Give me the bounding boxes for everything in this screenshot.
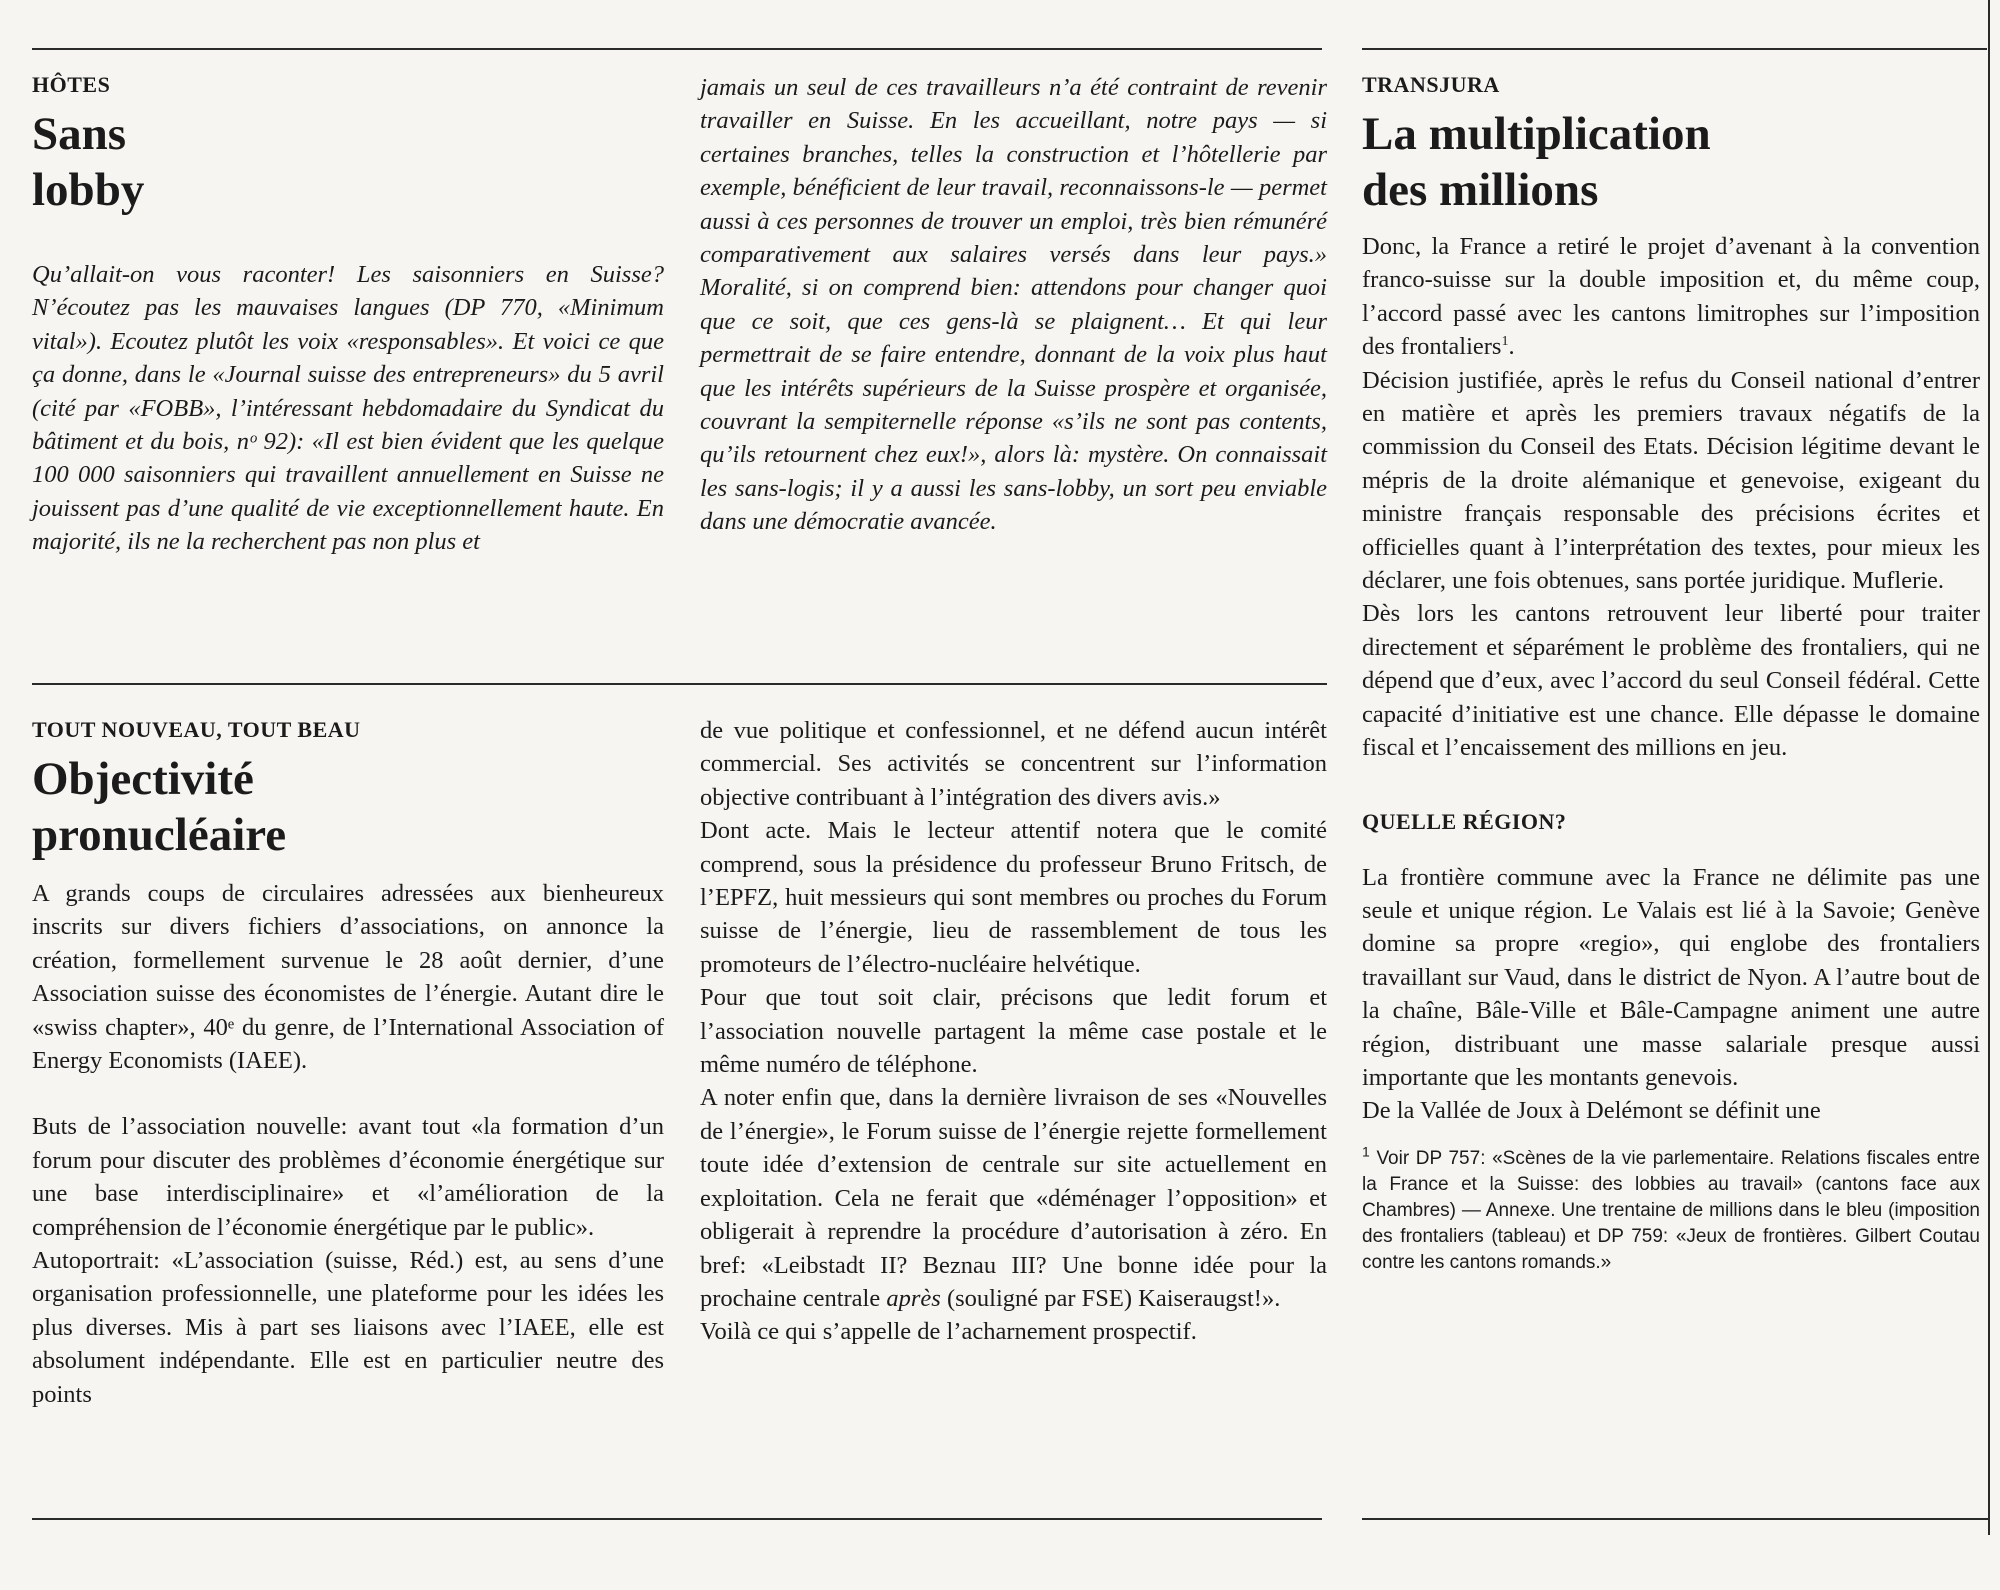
- headline-line: Objectivité: [32, 753, 254, 805]
- headline-line: lobby: [32, 164, 145, 216]
- headline-multiplication: [1362, 106, 1980, 218]
- body-paragraph: La frontière commune avec la France ne délimite pas une seule et unique région. Le Valais est lié à la Savoie; Genève domine sa propre «regio», qui englobe des frontaliers travaillant sur Vaud, dans le district de Nyon. A l’autre bout de la chaîne, Bâle-Ville et Bâle-Campagne animent une autre région, distribuant une masse salariale presque aussi importante que les montants genevois.: [1362, 863, 1980, 1091]
- headline-objectivite: [32, 751, 664, 863]
- body-paragraph: Dont acte. Mais le lecteur attentif notera que le comité comprend, sous la présidence du professeur Bruno Fritsch, de l’EPFZ, huit messieurs qui sont membres ou proches du Forum suisse de l’énergie, lieu de rassemblement de tous les promoteurs de l’électro-nucléaire helvétique.: [700, 817, 1327, 978]
- kicker-transjura: TRANSJURA: [1362, 72, 1500, 97]
- right-edge-rule: [1988, 0, 1990, 1535]
- body-text: A noter enfin que, dans la dernière livraison de ses «Nouvelles de l’énergie», le Forum suisse de l’énergie rejette formellement toute idée d’extension de centrale sur site actuellement en exploitation. Cela ne ferait que «déménager l’opposition» et obligerait à reprendre la procédure d’autorisation à zéro. En bref: «Leibstadt II? Beznau III? Une bonne idée pour la prochaine centrale: [700, 1084, 1327, 1312]
- kicker-tout-nouveau: TOUT NOUVEAU, TOUT BEAU: [32, 717, 361, 742]
- article-hotes-col1: [32, 72, 664, 559]
- body-paragraph: De la Vallée de Joux à Delémont se définit une: [1362, 1097, 1821, 1125]
- body-text: (souligné par FSE) Kaiseraugst!».: [946, 1284, 1281, 1312]
- body-paragraph: Dès lors les cantons retrouvent leur liberté pour traiter directement et séparément le problème des frontaliers, qui ne dépend que d’eux, avec l’accord du seul Conseil fédéral. Cette capacité d’initiative est une chance. Elle dépasse le domaine fiscal et l’encaissement des millions en jeu.: [1362, 600, 1980, 762]
- headline-line: des millions: [1362, 164, 1599, 216]
- body-text: Donc, la France a retiré le projet d’avenant à la convention franco-suisse sur la double imposition et, du même coup, l’accord passé avec les cantons limitrophes sur l’imposition des frontaliers: [1362, 233, 1980, 361]
- middle-rule-left: [32, 683, 1327, 685]
- emphasis-text: après: [886, 1284, 941, 1312]
- headline-line: pronucléaire: [32, 809, 287, 861]
- body-text: Qu’allait-on vous raconter! Les saisonniers en Suisse? N’écoutez pas les mauvaises langues (DP 770, «Minimum vital»). Ecoutez plutôt les voix «responsables». Et voici ce que ça donne, dans le «Journal suisse des entrepreneurs» du 5 avril (cité par «FOBB», l’intéressant hebdomadaire du Syndicat du bâtiment et du bois, nᵒ 92): «Il est bien évident que les quelque 100 000 saisonniers qui travaillent annuellement en Suisse ne jouissent pas d’une qualité de vie exceptionnellement haute. En majorité, ils ne la recherchent pas non plus et: [32, 261, 664, 556]
- headline-sans-lobby: [32, 106, 664, 218]
- paragraph-gap: [32, 1077, 664, 1110]
- headline-line: La multiplication: [1362, 108, 1711, 160]
- footnote-text: Voir DP 757: «Scènes de la vie parlementaire. Relations fiscales entre la France et la Suisse: des lobbies au travail» (cantons face aux Chambres) — Annexe. Une trentaine de millions dans le bleu (imposition des frontaliers (tableau) et DP 759: «Jeux de frontières. Gilbert Coutau contre les cantons romands.»: [1362, 1147, 1981, 1273]
- top-rule-left: [32, 48, 1322, 50]
- body-paragraph: Pour que tout soit clair, précisons que ledit forum et l’association nouvelle partagent la même case postale et le même numéro de téléphone.: [700, 984, 1327, 1079]
- body-paragraph: Buts de l’association nouvelle: avant tout «la formation d’un forum pour discuter des problèmes d’économie énergétique sur une base interdisciplinaire» et «l’amélioration de la compréhension de l’économie énergétique par le public».: [32, 1113, 664, 1241]
- bottom-rule-left: [32, 1518, 1322, 1520]
- bottom-rule-right: [1362, 1518, 1990, 1520]
- article-objectivite-col1: [32, 717, 664, 1411]
- body-text: jamais un seul de ces travailleurs n’a été contraint de revenir travailler en Suisse. En les accueillant, notre pays — si certaines branches, telles la construction et l’hôtellerie par exemple, bénéficient de leur travail, reconnaissons-le — permet aussi à ces personnes de trouver un emploi, très bien rémunéré comparativement aux salaires versés dans leur pays.» Moralité, si on comprend bien: attendons pour changer quoi que ce soit, que ces gens-là se plaignent… Et qui leur permettrait de se faire entendre, donnant de la voix plus haut que les intérêts supérieurs de la Suisse prospère et organisée, couvrant la sempiternelle réponse «s’ils ne sont pas contents, qu’ils retournent chez eux!», alors là: mystère. On connaissait les sans-logis; il y a aussi les sans-lobby, un sort peu enviable dans une démocratie avancée.: [700, 74, 1327, 536]
- body-paragraph: [1362, 230, 1980, 364]
- article-objectivite-col2: [700, 714, 1327, 1349]
- body-paragraph: Voilà ce qui s’appelle de l’acharnement prospectif.: [700, 1318, 1197, 1346]
- body-paragraph: de vue politique et confessionnel, et ne défend aucun intérêt commercial. Ses activités se concentrent sur l’information objective contribuant à l’intégration des divers avis.»: [700, 717, 1327, 811]
- body-text: .: [1508, 333, 1515, 361]
- article-transjura: [1362, 72, 1980, 1276]
- body-paragraph: Autoportrait: «L’association (suisse, Réd.) est, au sens d’une organisation professionnelle, une plateforme pour les idées les plus diverses. Mis à part ses liaisons avec l’IAEE, elle est absolument indépendante. Elle est en particulier neutre des points: [32, 1247, 664, 1408]
- footnote-reference: 1: [1501, 334, 1509, 350]
- headline-line: Sans: [32, 108, 127, 160]
- footnote: [1362, 1143, 1981, 1276]
- body-paragraph: A grands coups de circulaires adressées aux bienheureux inscrits sur divers fichiers d’associations, on annonce la création, formellement survenue le 28 août dernier, d’une Association suisse des économistes de l’énergie. Autant dire le «swiss chapter», 40ᵉ du genre, de l’International Association of Energy Economists (IAEE).: [32, 880, 664, 1075]
- footnote-number: 1: [1362, 1143, 1370, 1160]
- body-paragraph: Décision justifiée, après le refus du Conseil national d’entrer en matière et après les premiers travaux négatifs de la commission du Conseil des Etats. Décision légitime devant le mépris de la droite alémanique et genevoise, exigeant du ministre français responsable des précisions écrites et officielles quant à l’interprétation des textes, pour mieux les déclarer, une fois obtenues, sans portée juridique. Muflerie.: [1362, 366, 1980, 595]
- article-hotes-col2: [700, 71, 1327, 539]
- subhead-quelle-region: QUELLE RÉGION?: [1362, 808, 1567, 834]
- top-rule-right: [1362, 48, 1987, 50]
- body-paragraph: [700, 1081, 1327, 1315]
- kicker-hotes: HÔTES: [32, 72, 111, 97]
